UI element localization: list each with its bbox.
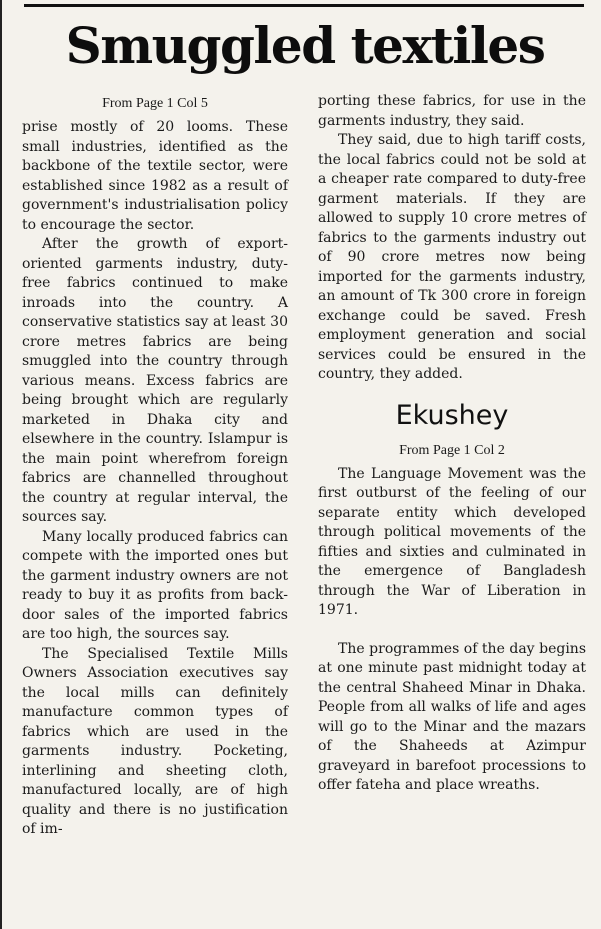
paragraph-gap <box>318 621 586 640</box>
right-paragraph-2: They said, due to high tariff costs, the local fabrics could not be sold at a cheaper rate compared to duty-free garment materials. If they are allowed to supply 10 crore metres of fabrics to the garments industry out of 90 crore metres now being imported for the garments industry, an amount of Tk 300 crore in foreign exchange could be saved. Fresh employment generation and social services could be ensured in the country, they added. <box>318 132 586 382</box>
left-paragraph-2: After the growth of export-oriented garments industry, duty-free fabrics continued to make inroads into the country. A conservative statistics say at least 30 crore metres fabrics are being smuggled into the country through various means. Excess fabrics are being brought which are regularly marketed in Dhaka city and elsewhere in the country. Islampur is the main point wherefrom foreign fabrics are channelled throughout the country at regular interval, the sources say. <box>22 236 288 525</box>
left-byline: From Page 1 Col 5 <box>102 96 208 111</box>
ekushey-paragraph-1: The Language Movement was the first outburst of the feeling of our separate entity which developed through political movements of the fifties and sixties and culminated in the emergence of Bangladesh through the War of Liberation in 1971. <box>318 465 586 618</box>
right-paragraph-1: porting these fabrics, for use in the garments industry, they said. <box>318 93 586 129</box>
top-rule <box>24 4 584 7</box>
right-byline: From Page 1 Col 2 <box>399 442 505 458</box>
headline: Smuggled textiles <box>65 16 545 75</box>
left-column <box>22 94 288 840</box>
ekushey-subhead: Ekushey <box>395 399 509 431</box>
left-paragraph-4: The Specialised Textile Mills Owners Association executives say the local mills can definitely manufacture common types of fabrics which are used in the garments industry. Pocketing, interlining and sheeting cloth, manufactured locally, are of high quality and there is no justification of im- <box>22 645 288 837</box>
right-column <box>318 92 586 796</box>
left-paragraph-3: Many locally produced fabrics can compete with the imported ones but the garment industry owners are not ready to buy it as profits from back-door sales of the imported fabrics are too high, the sources say. <box>22 528 288 642</box>
left-paragraph-1: prise mostly of 20 looms. These small industries, identified as the backbone of the textile sector, were established since 1982 as a result of government's industrialisation policy to encourage the sector. <box>22 119 288 233</box>
ekushey-paragraph-2: The programmes of the day begins at one minute past midnight today at the central Shaheed Minar in Dhaka. People from all walks of life and ages will go to the Minar and the mazars of the Shaheeds at Azimpur graveyard in barefoot processions to offer fateha and place wreaths. <box>318 640 586 793</box>
